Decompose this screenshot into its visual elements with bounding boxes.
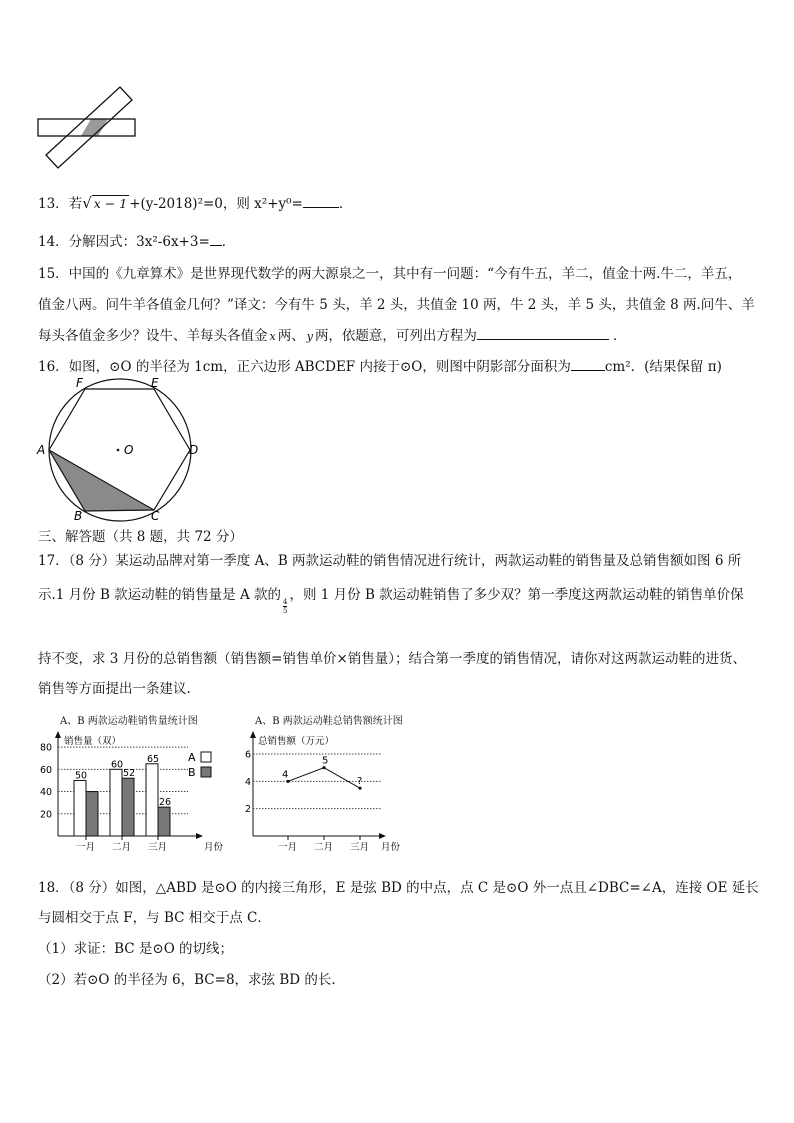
line-xtick-label: 一月 [278,842,298,853]
question-15-line-1: 15．中国的《九章算术》是世界现代数学的两大源泉之一，其中有一问题：“今有牛五，羊二，值金十两.牛二，羊五， [38,266,742,282]
label-c: C [151,509,160,522]
line-ytick-label: 4 [245,776,252,788]
question-15-line-3: 每头各值金多少？设牛、羊每头各值金 x 两、 y 两，依题意，可列出方程为 ． [38,328,627,344]
legend-a-label: A [188,751,196,764]
bar-b [158,807,170,836]
label-e: E [151,376,159,390]
bar-chart-title: A、B 两款运动鞋销售量统计图 [60,716,198,727]
question-16: 16．如图，⊙O 的半径为 1cm，正六边形 ABCDEF 内接于⊙O，则图中阴影部分面积为 cm²．(结果保留 π) [38,359,722,375]
question-17-line-2: 示.1 月份 B 款运动鞋的销售量是 A 款的 $\frac{4}{5}$ ，则 1 月份 B 款运动鞋销售了多少双？第一季度这两款运动鞋的销售单价保 [38,587,744,615]
question-17-line-3: 持不变，求 3 月份的总销售额（销售额=销售单价×销售量）；结合第一季度的销售情况，请你对这两款运动鞋的进货、 [38,651,747,667]
question-18-line-2: 与圆相交于点 F，与 BC 相交于点 C． [38,910,271,926]
fraction-four-fifths: $\frac{4}{5}$ [283,598,288,615]
hexagon-circle-figure [34,376,204,522]
question-15-line-2: 值金八两。问牛羊各值金几何？”译文：今有牛 5 头，羊 2 头，共值金 10 两，牛 2 头，羊 5 头，共值金 8 两.问牛、羊 [38,297,755,313]
bar-ytick-label: 20 [40,809,53,821]
center-point [117,449,120,452]
bar-ytick-label: 80 [40,742,53,754]
line-chart-xlabel: 月份 [381,842,401,853]
question-18-sub-1: （1）求证：BC 是⊙O 的切线； [38,941,234,957]
bar-chart-xlabel: 月份 [204,842,224,853]
radicand: x − 1 [93,196,128,211]
line-ytick-label: 6 [245,749,252,761]
answer-blank-13[interactable] [303,207,339,208]
bar-b [86,792,98,836]
sqrt-symbol: √ [82,194,92,212]
bar-b [122,778,134,836]
bar-chart-y-arrow [55,731,61,738]
line-xtick-label: 三月 [350,842,370,853]
bar-ytick-label: 40 [40,787,53,799]
variable-x: x [269,330,276,343]
answer-blank-15[interactable] [477,339,609,340]
bar-a-value-label: 50 [75,770,88,782]
bar-a [110,769,122,836]
legend-b-swatch [201,767,211,777]
label-a: A [37,443,46,457]
line-chart-ylabel: 总销售额（万元） [258,736,335,747]
bar-xtick-label: 三月 [148,842,168,853]
legend-a-swatch [201,752,211,762]
line-chart-y-arrow [250,731,256,738]
sqrt-expression [82,194,129,212]
sales-line [288,768,363,789]
bar-chart-ylabel: 销售量（双） [64,736,122,747]
bar-chart-x-arrow [196,833,203,839]
question-18-line-1: 18．（8 分）如图，△ABD 是⊙O 的内接三角形，E 是弦 BD 的中点，点 C 是⊙O 外一点且∠DBC=∠A，连接 OE 延长 [38,880,759,896]
line-point-label: 4 [282,769,289,781]
bar-a [146,764,158,836]
question-13: 13．若√ x − 1 +(y-2018)²=0，则 x²+y⁰= ． [38,194,353,212]
line-xtick-label: 二月 [314,842,334,853]
overlapping-rectangles-figure [34,84,144,170]
label-f: F [76,376,83,390]
section-heading: 三、解答题（共 8 题，共 72 分） [38,529,243,545]
line-chart-title: A、B 两款运动鞋总销售额统计图 [255,716,403,727]
bar-chart [38,728,228,858]
question-17-line-4: 销售等方面提出一条建议. [38,681,191,697]
question-17-line-1: 17．（8 分）某运动品牌对第一季度 A、B 两款运动鞋的销售情况进行统计，两款运动鞋的销售量及总销售额如图 6 所 [38,553,742,569]
line-point-label: ? [357,776,363,788]
line-point-label: 5 [322,755,329,767]
bar-xtick-label: 二月 [112,842,132,853]
label-b: B [74,509,83,522]
bar-a [74,780,86,836]
bar-b-value-label: 26 [159,797,172,809]
bar-a-value-label: 65 [147,753,160,765]
bar-xtick-label: 一月 [76,842,96,853]
label-d: D [189,443,199,457]
bar-ytick-label: 60 [40,764,53,776]
bar-a-value-label: 60 [111,759,124,771]
label-o: O [124,443,134,457]
line-chart-x-arrow [379,833,386,839]
variable-y: y [306,330,313,343]
question-14: 14．分解因式：3x²-6x+3= ． [38,234,236,250]
question-18-sub-2: （2）若⊙O 的半径为 6，BC=8，求弦 BD 的长． [38,972,345,988]
answer-blank-16[interactable] [571,370,605,371]
bar-b-value-label: 52 [123,768,136,780]
line-ytick-label: 2 [245,804,252,816]
legend-b-label: B [188,766,196,779]
answer-blank-14[interactable] [210,245,222,246]
shaded-overlap [81,119,108,136]
line-chart [243,728,408,858]
